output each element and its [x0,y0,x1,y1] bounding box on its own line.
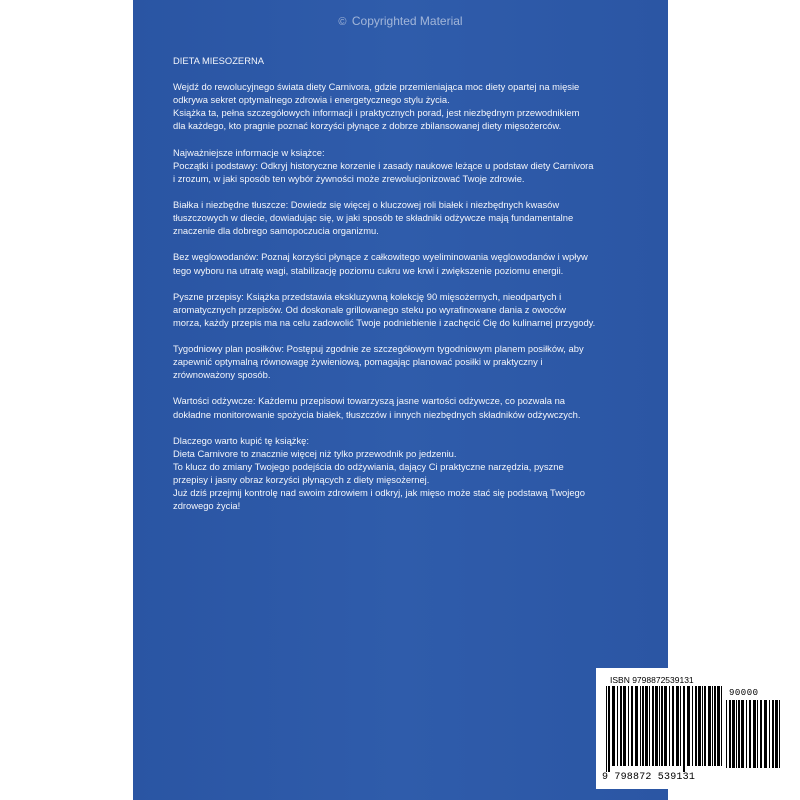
barcode-bar [652,686,654,766]
barcode-bar [695,686,697,766]
blurb-line: tego wyboru na utratę wagi, stabilizację poziomu cukru we krwi i zwiększenie poziomu energii. [173,264,564,276]
blurb-line: Pyszne przepisy: Książka przedstawia ekskluzywną kolekcję 90 mięsożernych, nieodpartych i [173,290,562,302]
blurb-line: znaczenie dla dobrego samopoczucia organizmu. [173,225,379,237]
blurb-line: Bez węglowodanów: Poznaj korzyści płynące z całkowitego wyeliminowania węglowodanów i wpływ [173,251,588,263]
barcode-bar [726,700,727,768]
barcode-bar [764,700,767,768]
barcode-bar [775,700,778,768]
blurb-line: przepisy i jasny obraz korzyści płynących z diety mięsożernej. [173,474,430,485]
blurb-line: Dlaczego warto kupić tę książkę: [173,434,309,446]
barcode-bar [738,700,740,768]
barcode-bar [729,700,731,768]
barcode-bar [749,700,751,768]
watermark-text: Copyrighted Material [351,14,463,28]
barcode-bar [628,686,629,766]
barcode-bar [631,686,633,766]
copyright-watermark [133,14,668,28]
barcode-bar [620,686,622,766]
barcode-bar [669,686,670,766]
blurb-line: morza, każdy przepis ma na celu zadowolić Twoje podniebienie i zachęcić Cię do kulinarnej przygody. [173,316,596,328]
blurb-line: Wartości odżywcze: Każdemu przepisowi towarzyszą jasne wartości odżywcze, co pozwala na [173,395,565,407]
barcode-bar [712,686,713,766]
blurb-line: zapewnić optymalną równowagę żywieniową, pomagając planować posiłki w praktyczny i [173,356,543,368]
barcode-bar [779,700,780,768]
barcode-bar [736,700,737,768]
blurb-paragraph [173,394,633,420]
copyright-icon: © [338,16,347,28]
isbn-label: ISBN 9798872539131 [610,675,694,685]
barcode-bar [635,686,638,766]
blurb-line: zdrowego życia! [173,500,241,512]
barcode-bar [702,686,703,766]
blurb-line: Białka i niezbędne tłuszcze: Dowiedz się więcej o kluczowej roli białek i niezbędnych kwasów [173,199,560,211]
barcode-bar [672,686,674,766]
barcode-bar [760,700,762,768]
blurb-paragraphs [173,80,633,512]
blurb-paragraph [173,290,633,329]
blurb-paragraph [173,434,633,513]
blurb-paragraph [173,198,633,237]
barcode-bar [683,686,685,772]
blurb-paragraph [173,146,633,185]
barcode-digits: 9 798872 539131 [602,772,696,783]
barcode-bar [664,686,667,766]
barcode-bar [769,700,770,768]
barcode-bar [649,686,650,766]
barcode-bar [704,686,706,766]
blurb-line: Wejdź do rewolucyjnego świata diety Carnivora, gdzie przemieniająca moc diety opartej na mięsie [173,81,580,93]
barcode-bar [661,686,663,766]
blurb-line: Najważniejsze informacje w książce: [173,146,325,158]
book-title: DIETA MIESOZERNA [173,55,264,66]
ean5-addon-bars [726,700,780,772]
blurb-line: Książka ta, pełna szczegółowych informacji i praktycznych porad, jest niezbędnym przewodnikiem [173,107,580,119]
blurb-line: i zrozum, w jaki sposób ten wybór żywności może zrewolucjonizować Twoje zdrowie. [173,172,525,184]
barcode-bar [746,700,747,768]
blurb-line: dokładne monitorowanie spożycia białek, tłuszczów i innych niezbędnych składników odżywczych. [173,408,581,420]
barcode-bar [753,700,756,768]
barcode-bar [623,686,626,766]
price-code: 90000 [729,688,759,698]
barcode-bar [676,686,679,766]
blurb-line: Początki i podstawy: Odkryj historyczne korzenie i zasady naukowe leżące u podstaw diety Carnivora [173,159,594,171]
barcode-bar [655,686,658,766]
barcode-bar [659,686,660,766]
ean13-bars [606,686,724,772]
barcode-bar [642,686,644,766]
blurb-paragraph [173,80,633,132]
blurb-line: To klucz do zmiany Twojego podejścia do odżywiania, dający Ci praktyczne narzędzia, pyszne [173,460,564,472]
barcode-bar [741,700,744,768]
barcode-bar [617,686,618,766]
barcode-bar [717,686,720,766]
isbn-barcode [596,668,790,789]
barcode-bar [708,686,711,766]
blurb-line: Tygodniowy plan posiłków: Postępuj zgodnie ze szczegółowym tygodniowym planem posiłków, aby [173,343,584,355]
blurb-paragraph [173,342,633,381]
barcode-bar [692,686,693,766]
barcode-bar [721,686,722,766]
barcode-bar [645,686,648,766]
blurb-line: Już dziś przejmij kontrolę nad swoim zdrowiem i odkryj, jak mięso może stać się podstawą Twojego [173,487,585,499]
blurb-line: dla każdego, kto pragnie poznać korzyści płynące z dobrze zbilansowanej diety mięsożerców. [173,120,562,132]
barcode-bar [680,686,681,766]
blurb-line: Dieta Carnivore to znacznie więcej niż tylko przewodnik po jedzeniu. [173,447,457,459]
blurb-line: aromatycznych przepisów. Od doskonale grillowanego steku po wyrafinowane dania z owoców [173,303,566,315]
barcode-bar [698,686,701,766]
barcode-bar [606,686,607,772]
barcode-bar [757,700,758,768]
barcode-bar [772,700,774,768]
blurb-paragraph [173,250,633,276]
blurb-line: odkrywa sekret optymalnego zdrowia i energetycznego stylu życia. [173,94,450,106]
barcode-bar [608,686,610,772]
barcode-bar [687,686,690,766]
barcode-bar [714,686,716,766]
book-back-cover [133,0,759,800]
blurb-line: zrównoważony sposób. [173,369,271,381]
blurb [173,54,633,525]
barcode-bar [612,686,615,766]
barcode-bar [732,700,735,768]
blurb-line: tłuszczowych w diecie, dowiadując się, w jaki sposób te składniki odżywcze mają fundamentalne [173,212,574,224]
barcode-bar [640,686,641,766]
